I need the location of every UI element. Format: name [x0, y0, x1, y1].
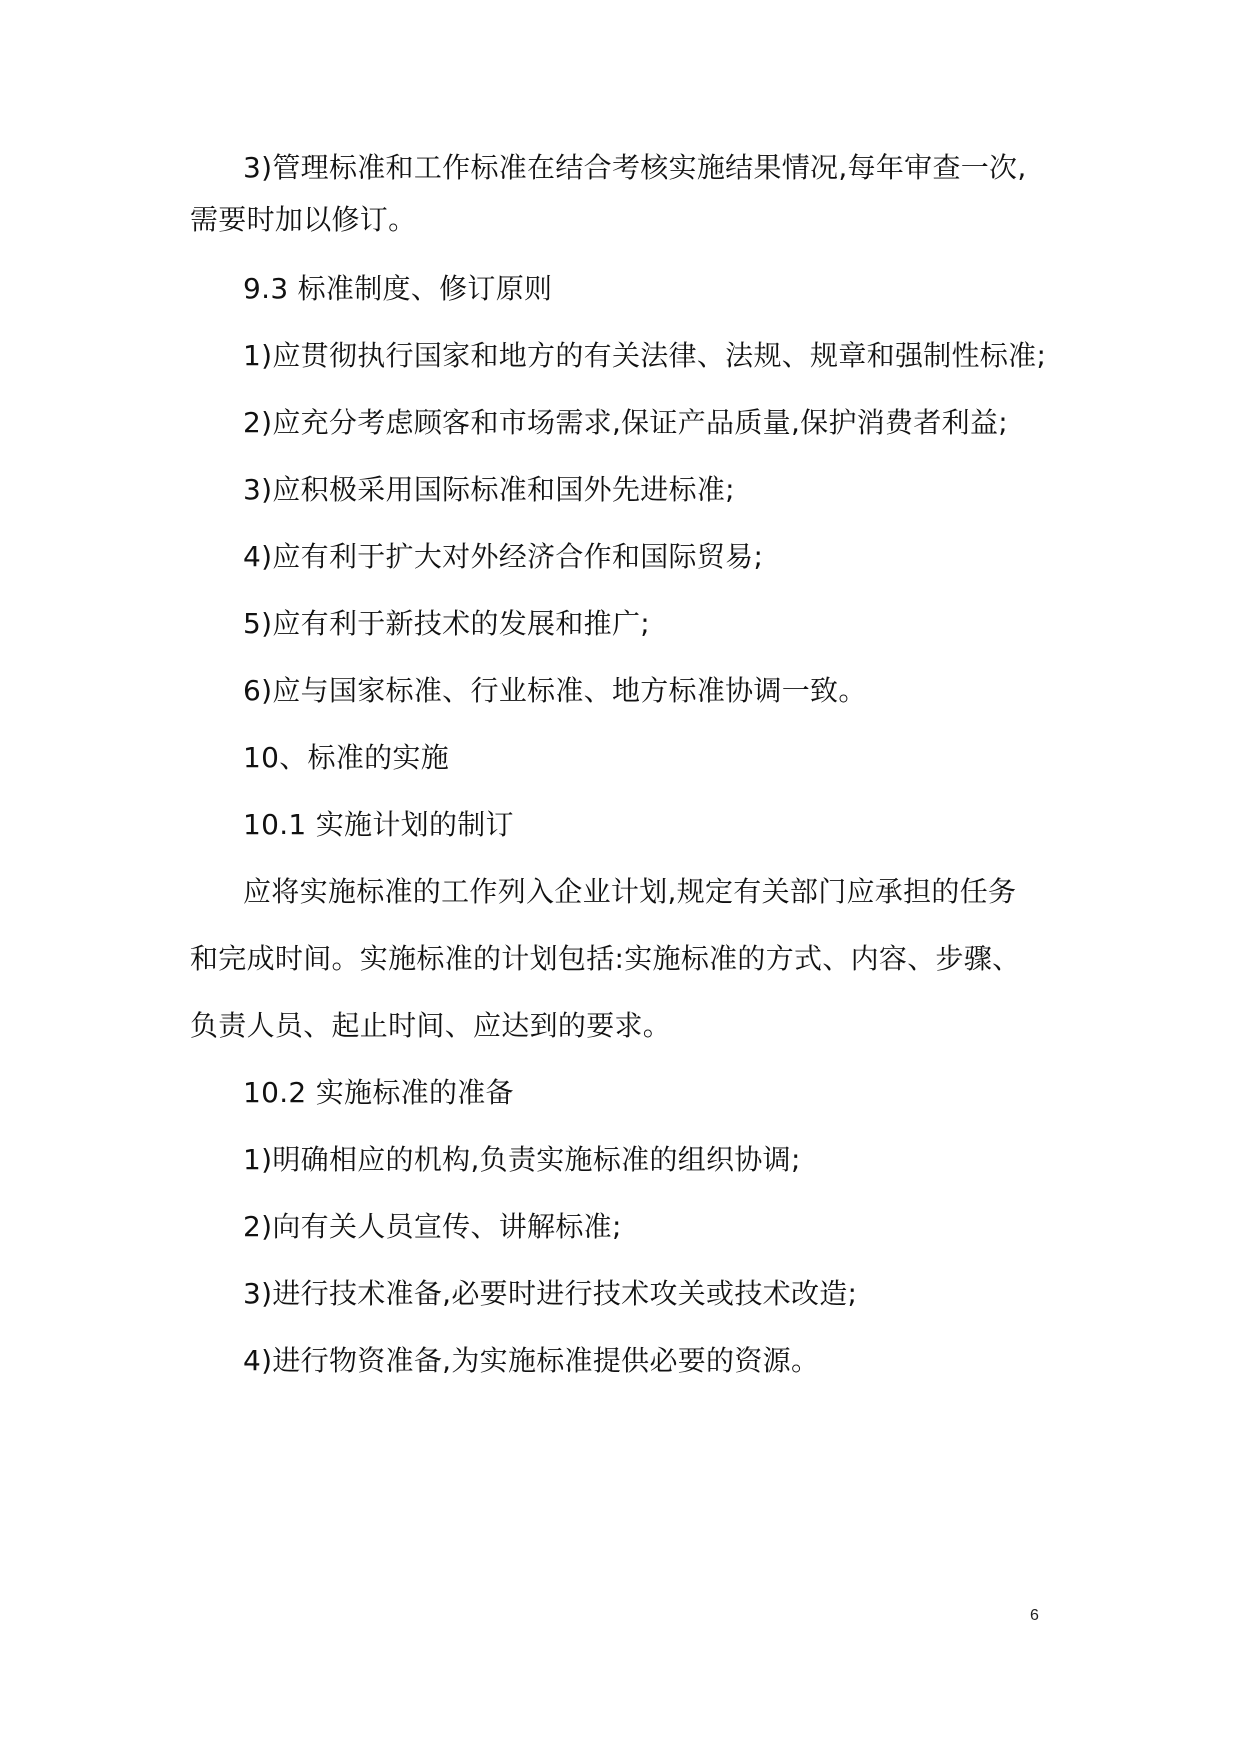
paragraph-line: 负责人员、起止时间、应达到的要求。 — [190, 1009, 672, 1042]
list-item: 4)进行物资准备,为实施标准提供必要的资源。 — [243, 1344, 820, 1377]
list-item: 5)应有利于新技术的发展和推广; — [243, 607, 650, 640]
list-item: 2)应充分考虑顾客和市场需求,保证产品质量,保护消费者利益; — [243, 406, 1008, 439]
list-item: 2)向有关人员宣传、讲解标准; — [243, 1210, 622, 1243]
paragraph-line: 3)管理标准和工作标准在结合考核实施结果情况,每年审查一次, — [243, 151, 1027, 184]
page-number: 6 — [1030, 1607, 1039, 1624]
list-item: 3)进行技术准备,必要时进行技术攻关或技术改造; — [243, 1277, 858, 1310]
paragraph-line: 应将实施标准的工作列入企业计划,规定有关部门应承担的任务 — [243, 875, 1017, 908]
paragraph-line: 需要时加以修订。 — [190, 203, 417, 236]
paragraph-line: 和完成时间。实施标准的计划包括:实施标准的方式、内容、步骤、 — [190, 942, 1021, 975]
section-heading: 9.3 标准制度、修订原则 — [243, 272, 553, 305]
section-heading: 10.2 实施标准的准备 — [243, 1076, 514, 1109]
section-heading: 10.1 实施计划的制订 — [243, 808, 514, 841]
list-item: 6)应与国家标准、行业标准、地方标准协调一致。 — [243, 674, 867, 707]
list-item: 4)应有利于扩大对外经济合作和国际贸易; — [243, 540, 764, 573]
list-item: 1)应贯彻执行国家和地方的有关法律、法规、规章和强制性标准; — [243, 339, 1047, 372]
list-item: 1)明确相应的机构,负责实施标准的组织协调; — [243, 1143, 801, 1176]
section-heading: 10、标准的实施 — [243, 741, 450, 774]
list-item: 3)应积极采用国际标准和国外先进标准; — [243, 473, 735, 506]
